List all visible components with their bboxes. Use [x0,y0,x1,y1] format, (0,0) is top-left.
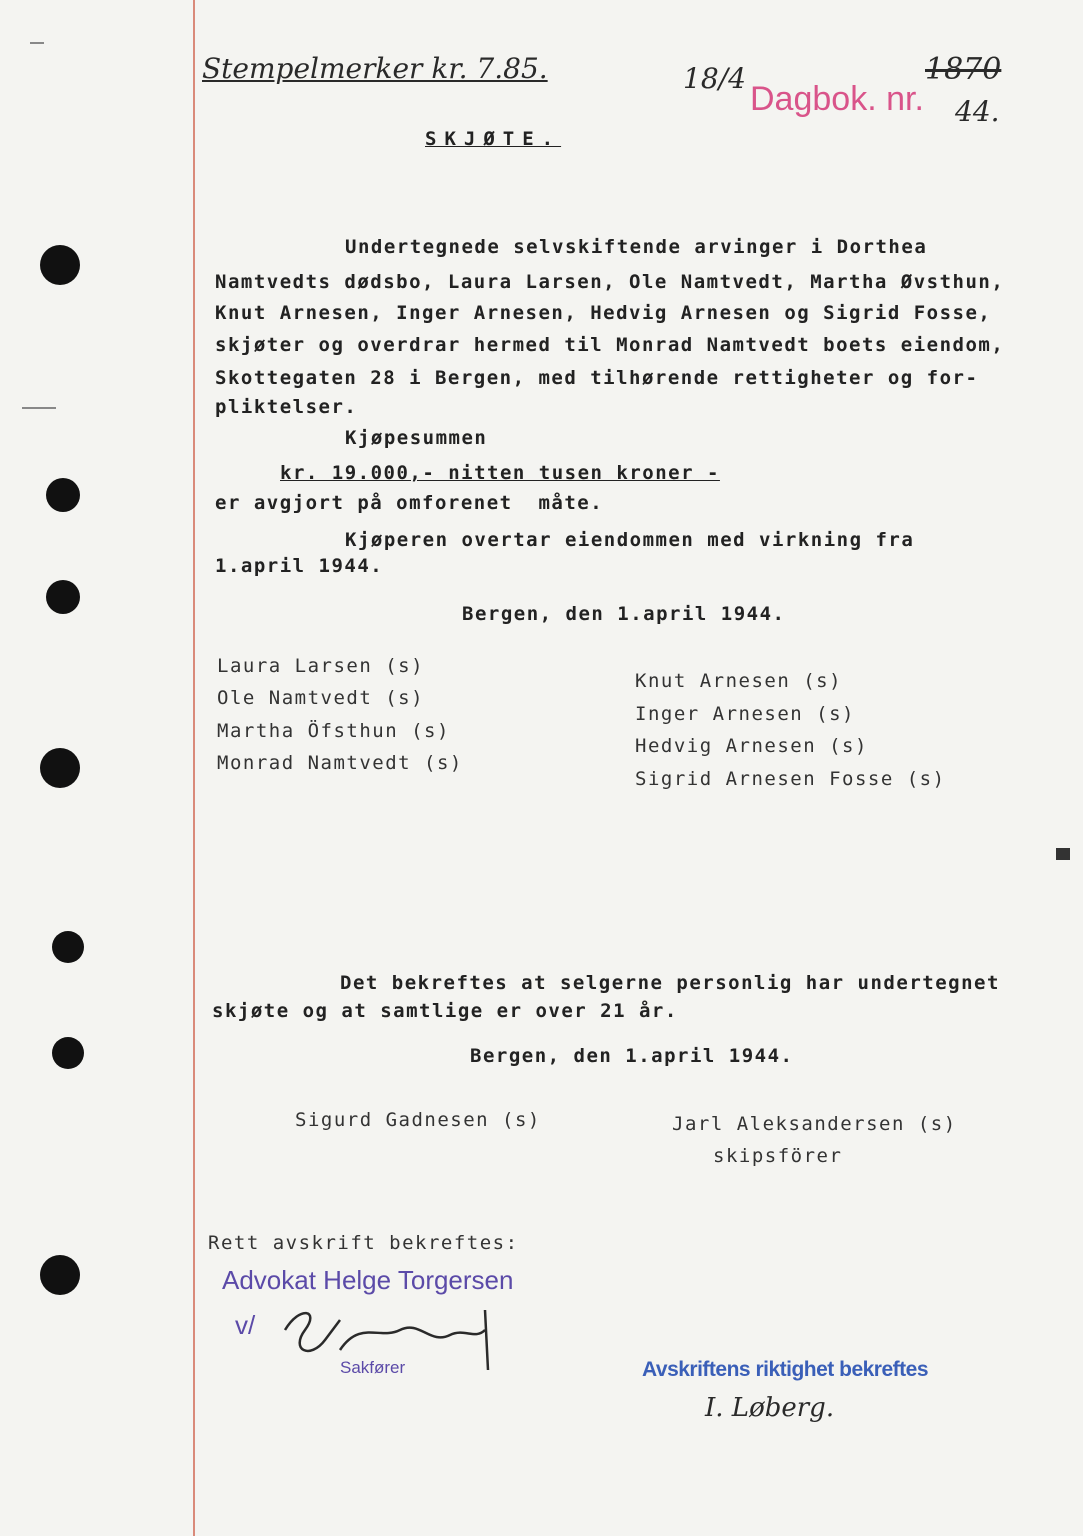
signature-right: Hedvig Arnesen (s) [635,735,868,757]
punch-hole [46,478,80,512]
advokat-stamp-v: v/ [235,1310,256,1340]
confirmation-line: Det bekreftes at selgerne personlig har undertegnet [340,972,1000,994]
scan-mark [22,407,56,409]
signature-left: Ole Namtvedt (s) [217,687,425,709]
place-date: Bergen, den 1.april 1944. [462,603,786,625]
handwritten-date: 18/4 [683,62,746,95]
signature-right: Knut Arnesen (s) [635,670,843,692]
stamp-duty-note: Stempelmerker kr. 7.85. [202,52,548,85]
dagbok-stamp: Dagbok. nr. [750,80,924,118]
takeover-line: Kjøperen overtar eiendommen med virkning fra [345,529,915,551]
punch-hole [46,580,80,614]
signature-left: Laura Larsen (s) [217,655,425,677]
punch-hole [40,1255,80,1295]
purchase-sum-label: Kjøpesummen [345,427,488,449]
scan-mark [30,42,44,44]
margin-line [193,0,195,1536]
witness-right: Jarl Aleksandersen (s) [672,1113,957,1135]
signature-left: Monrad Namtvedt (s) [217,752,463,774]
body-line: Undertegnede selvskiftende arvinger i Dorthea [345,236,928,258]
loberg-signature: I. Løberg. [705,1393,835,1423]
punch-hole [52,931,84,963]
takeover-date: 1.april 1944. [215,555,384,577]
advokat-stamp: Advokat Helge Torgersen [222,1265,514,1295]
body-line: Knut Arnesen, Inger Arnesen, Hedvig Arnesen og Sigrid Fosse, [215,302,992,324]
punch-hole [52,1037,84,1069]
confirmation-place-date: Bergen, den 1.april 1944. [470,1045,794,1067]
riktighet-stamp: Avskriftens riktighet bekreftes [642,1358,928,1381]
body-line: pliktelser. [215,396,358,418]
body-line: Skottegaten 28 i Bergen, med tilhørende rettigheter og for- [215,367,979,389]
punch-hole [40,748,80,788]
witness-left: Sigurd Gadnesen (s) [295,1109,541,1131]
signature-right: Sigrid Arnesen Fosse (s) [635,768,946,790]
body-line: Namtvedts dødsbo, Laura Larsen, Ole Namtvedt, Martha Øvsthun, [215,271,1005,293]
document-title: SKJØTE. [425,128,562,150]
signature-right: Inger Arnesen (s) [635,703,855,725]
witness-right-title: skipsförer [713,1145,843,1167]
purchase-sum-amount: kr. 19.000,- nitten tusen kroner - [280,462,720,484]
signature-left: Martha Öfsthun (s) [217,720,450,742]
purchase-sum-settled: er avgjort på omforenet måte. [215,492,604,514]
body-line: skjøter og overdrar hermed til Monrad Namtvedt boets eiendom, [215,334,1005,356]
scan-mark [1056,848,1070,860]
dagbok-number: 1870 [925,52,1002,87]
sakforer-stamp: Sakfører [340,1358,406,1377]
certification-label: Rett avskrift bekreftes: [208,1232,519,1254]
dagbok-year: 44. [955,95,1000,128]
confirmation-line: skjøte og at samtlige er over 21 år. [212,1000,678,1022]
punch-hole [40,245,80,285]
